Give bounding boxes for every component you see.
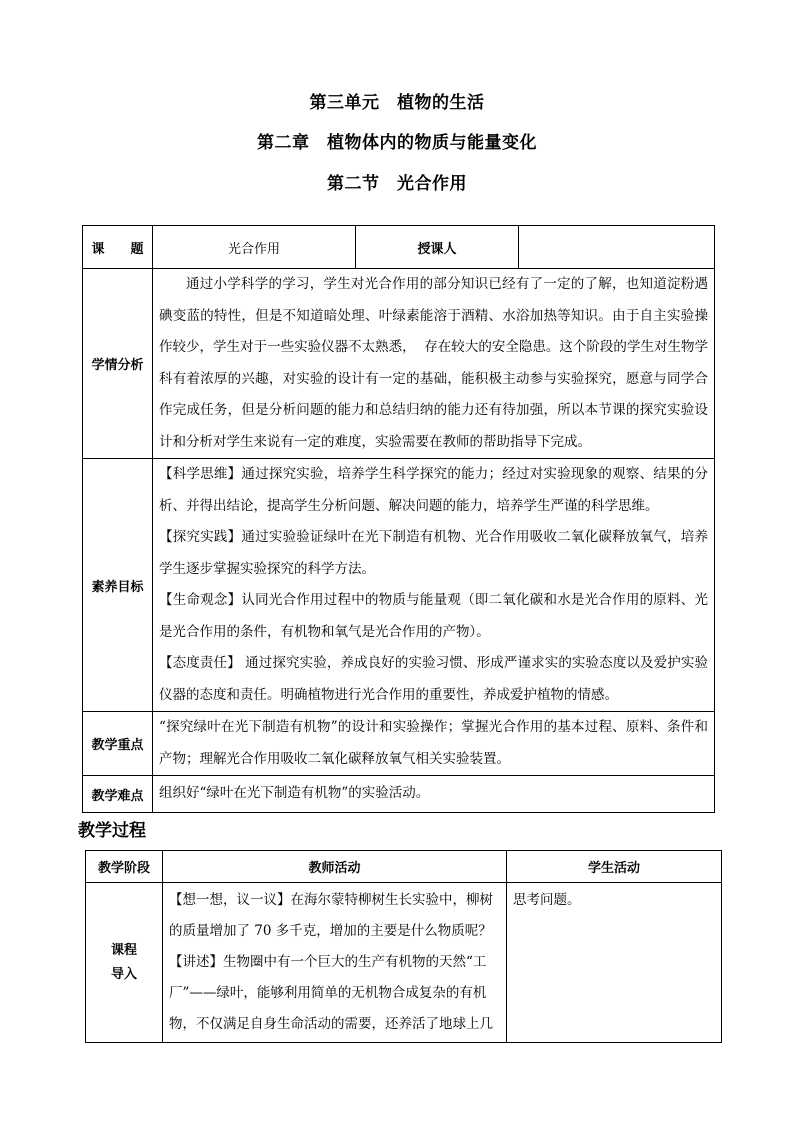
- student-column-header: 学生活动: [507, 851, 722, 883]
- topic-value: 光合作用: [153, 226, 356, 269]
- teacher-activity-text: 【想一想，议一议】在海尔蒙特柳树生长实验中，柳树的质量增加了 70 多千克，增加的主要是什么物质呢？: [169, 892, 493, 939]
- goal-item: 【生命观念】认同光合作用过程中的物质与能量观（即二氧化碳和水是光合作用的原料、光是光合作用的条件，有机物和氧气是光合作用的产物）。: [159, 592, 708, 640]
- unit-heading: 第三单元 植物的生活: [309, 93, 485, 113]
- lesson-info-table: [82, 225, 715, 813]
- stage-line: 课程: [110, 942, 137, 958]
- topic-label: 课 题: [83, 226, 153, 269]
- key-text: “探究绿叶在光下制造有机物”的设计和实验操作；掌握光合作用的基本过程、原料、条件和产物；理解光合作用吸收二氧化碳释放氧气相关实验装置。: [159, 719, 708, 767]
- stage-cell: [86, 883, 163, 1043]
- analysis-cell: [153, 269, 715, 459]
- key-label: 教学重点: [83, 712, 153, 776]
- difficult-text: 组织好“绿叶在光下制造有机物”的实验活动。: [159, 785, 430, 802]
- goal-item: 【态度责任】 通过探究实验，养成良好的实验习惯、形成严谨求实的实验态度以及爱护实验仪器的态度和责任。明确植物进行光合作用的重要性，养成爱护植物的情感。: [159, 655, 708, 703]
- student-activity-text: 思考问题。: [513, 892, 581, 908]
- teacher-column-header: 教师活动: [163, 851, 507, 883]
- difficult-cell: [153, 776, 715, 813]
- goal-item: 【科学思维】通过探究实验，培养学生科学探究的能力；经过对实验现象的观察、结果的分析、并得出结论，提高学生分析问题、解决问题的能力，培养学生严谨的科学思维。: [159, 466, 708, 514]
- key-cell: [153, 712, 715, 776]
- goal-item: 【探究实践】通过实验验证绿叶在光下制造有机物、光合作用吸收二氧化碳释放氧气，培养学生逐步掌握实验探究的科学方法。: [159, 529, 708, 577]
- analysis-text: 通过小学科学的学习，学生对光合作用的部分知识已经有了一定的了解，也知道淀粉遇碘变蓝的特性，但是不知道暗处理、叶绿素能溶于酒精、水浴加热等知识。由于自主实验操作较少，学生对于一些实验仪器不太熟悉， 存在较大的安全隐患。这个阶段的学生对生物学科有着浓厚的兴趣，对实验的设计有一定的基础，能积极主动参与实验探究，愿意与同学合作完成任务，但是分析问题的能力和总结归纳的能力还有待加强，所以本节课的探究实验设计和分析对学生来说有一定的难度，实验需要在教师的帮助指导下完成。: [159, 276, 708, 450]
- teacher-label: 授课人: [356, 226, 519, 269]
- goals-label: 素养目标: [83, 459, 153, 712]
- difficult-label: 教学难点: [83, 776, 153, 813]
- teacher-value[interactable]: [519, 226, 715, 269]
- analysis-label: 学情分析: [83, 269, 153, 459]
- stage-column-header: 教学阶段: [86, 851, 163, 883]
- process-table: [85, 850, 722, 1043]
- section-heading: 第二节 光合作用: [327, 174, 467, 194]
- goals-cell: [153, 459, 715, 712]
- student-activity-cell: [507, 883, 722, 1043]
- teacher-activity-cell: [163, 883, 507, 1043]
- stage-line: 导入: [110, 966, 137, 982]
- process-title: 教学过程: [78, 821, 146, 841]
- chapter-heading: 第二章 植物体内的物质与能量变化: [257, 133, 537, 153]
- teacher-activity-text: 【讲述】生物圈中有一个巨大的生产有机物的天然“工厂”——绿叶，能够利用简单的无机物合成复杂的有机物，不仅满足自身生命活动的需要，还养活了地球上几: [169, 954, 493, 1032]
